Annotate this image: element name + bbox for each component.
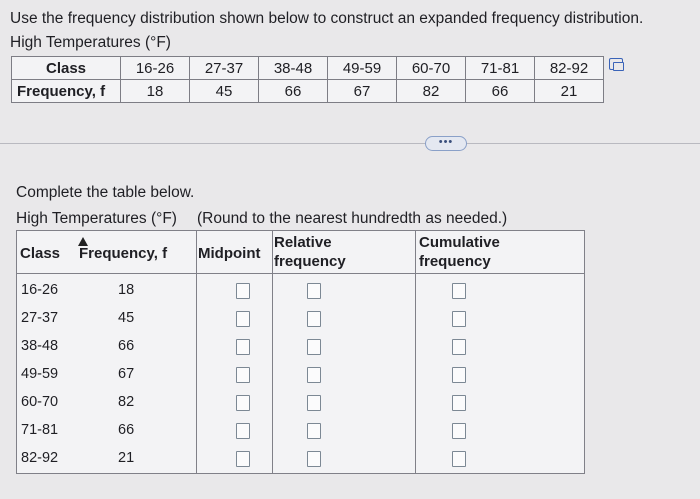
more-button[interactable]: ••• (425, 136, 467, 151)
midpoint-input[interactable] (236, 283, 250, 299)
frequency-cell: 66 (259, 80, 328, 103)
class-cell: 16-26 (121, 57, 190, 80)
midpoint-column-header: Midpoint (198, 245, 261, 262)
header-divider (17, 273, 584, 274)
frequency-cell: 82 (118, 394, 135, 410)
cumulative-frequency-input[interactable] (452, 283, 466, 299)
class-cell: 16-26 (21, 282, 59, 298)
frequency-cell: 67 (118, 366, 135, 382)
top-table-title: High Temperatures (°F) (10, 34, 171, 51)
class-cell: 38-48 (21, 338, 59, 354)
frequency-cell: 21 (118, 450, 135, 466)
cumulative-frequency-input[interactable] (452, 395, 466, 411)
midpoint-input[interactable] (236, 451, 250, 467)
copy-data-icon[interactable] (609, 58, 623, 70)
midpoint-input[interactable] (236, 395, 250, 411)
class-cell: 27-37 (21, 310, 59, 326)
cumulative-header-line2: frequency (419, 253, 491, 270)
cumulative-frequency-input[interactable] (452, 451, 466, 467)
frequency-cell: 66 (118, 422, 135, 438)
frequency-cell: 67 (328, 80, 397, 103)
midpoint-input[interactable] (236, 339, 250, 355)
midpoint-input[interactable] (236, 367, 250, 383)
frequency-cell: 18 (121, 80, 190, 103)
cumulative-header-line1: Cumulative (419, 234, 500, 251)
relative-frequency-input[interactable] (307, 283, 321, 299)
class-cell: 82-92 (535, 57, 604, 80)
class-cell: 38-48 (259, 57, 328, 80)
class-cell: 71-81 (21, 422, 59, 438)
answer-table-title-row (16, 210, 507, 228)
midpoint-input[interactable] (236, 423, 250, 439)
class-cell: 71-81 (466, 57, 535, 80)
class-cell: 60-70 (397, 57, 466, 80)
class-cell: 82-92 (21, 450, 59, 466)
answer-table-title: High Temperatures (°F) (16, 210, 177, 227)
class-column-header: Class (20, 245, 61, 262)
class-cell: 27-37 (190, 57, 259, 80)
divider (0, 143, 700, 144)
class-cell: 60-70 (21, 394, 59, 410)
frequency-distribution-table (11, 56, 604, 103)
frequency-cell: 82 (397, 80, 466, 103)
frequency-cell: 21 (535, 80, 604, 103)
column-divider (272, 231, 273, 473)
mouse-cursor-icon (78, 237, 88, 246)
class-cell: 49-59 (21, 366, 59, 382)
answer-table (16, 230, 585, 474)
cumulative-frequency-input[interactable] (452, 367, 466, 383)
class-header: Class (12, 57, 121, 80)
instructions: Use the frequency distribution shown below to construct an expanded frequency distribution. (10, 10, 644, 27)
column-divider (415, 231, 416, 473)
frequency-column-header: Frequency, f (79, 245, 168, 262)
relative-frequency-input[interactable] (307, 423, 321, 439)
frequency-cell: 45 (190, 80, 259, 103)
relative-frequency-input[interactable] (307, 311, 321, 327)
frequency-cell: 66 (118, 338, 135, 354)
relative-frequency-header (274, 233, 346, 271)
relative-frequency-input[interactable] (307, 395, 321, 411)
relative-frequency-input[interactable] (307, 367, 321, 383)
cumulative-frequency-input[interactable] (452, 339, 466, 355)
frequency-cell: 18 (118, 282, 135, 298)
cumulative-frequency-header (419, 233, 500, 271)
frequency-header: Frequency, f (12, 80, 121, 103)
relative-header-line1: Relative (274, 234, 332, 251)
frequency-cell: 45 (118, 310, 135, 326)
relative-frequency-input[interactable] (307, 451, 321, 467)
complete-label: Complete the table below. (16, 184, 195, 201)
cumulative-frequency-input[interactable] (452, 311, 466, 327)
relative-header-line2: frequency (274, 253, 346, 270)
frequency-cell: 66 (466, 80, 535, 103)
class-cell: 49-59 (328, 57, 397, 80)
relative-frequency-input[interactable] (307, 339, 321, 355)
cumulative-frequency-input[interactable] (452, 423, 466, 439)
round-note: (Round to the nearest hundredth as needed.) (196, 210, 508, 227)
column-divider (196, 231, 197, 473)
midpoint-input[interactable] (236, 311, 250, 327)
